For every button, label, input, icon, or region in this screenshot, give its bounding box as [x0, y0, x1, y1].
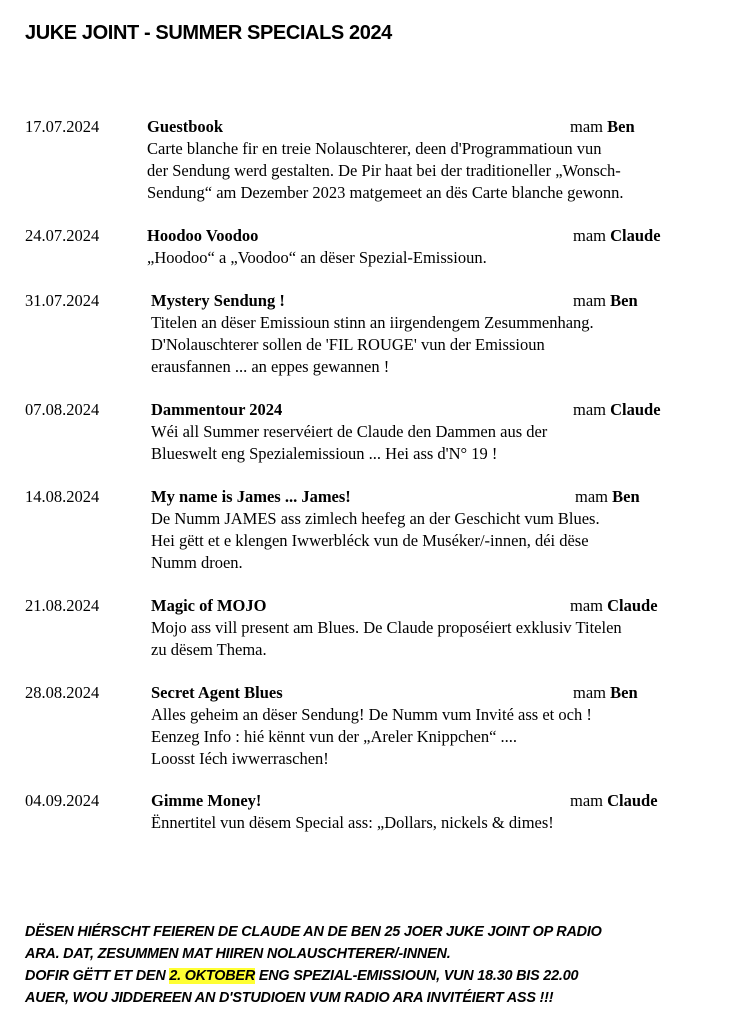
description-line: Wéi all Summer reservéiert de Claude den Dammen aus der	[151, 422, 548, 441]
entry-description	[151, 812, 721, 834]
host-prefix: mam	[575, 487, 608, 506]
entry-title: My name is James ... James!	[151, 487, 351, 506]
entry-date: 24.07.2024	[25, 226, 100, 245]
host-prefix: mam	[573, 226, 606, 245]
entry-host	[573, 225, 661, 247]
entry-date: 21.08.2024	[25, 596, 100, 615]
host-prefix: mam	[570, 596, 603, 615]
entry-description	[151, 421, 721, 465]
description-line: „Hoodoo“ a „Voodoo“ an dëser Spezial-Emissioun.	[147, 248, 487, 267]
entry-title: Guestbook	[147, 117, 224, 136]
entry-title: Dammentour 2024	[151, 400, 283, 419]
host-name: Claude	[610, 400, 661, 419]
announcement-text: ENG SPEZIAL-EMISSIOUN, VUN 18.30 BIS 22.00	[255, 968, 579, 984]
host-prefix: mam	[573, 683, 606, 702]
entry-description	[151, 312, 721, 378]
description-line: Mojo ass vill present am Blues. De Claude proposéiert exklusiv Titelen	[151, 618, 622, 637]
host-name: Ben	[607, 117, 635, 136]
entry-date: 31.07.2024	[25, 291, 100, 310]
description-line: Ënnertitel vun dësem Special ass: „Dollars, nickels & dimes!	[151, 813, 554, 832]
host-prefix: mam	[573, 291, 606, 310]
anniversary-announcement	[25, 921, 715, 1009]
host-prefix: mam	[570, 117, 603, 136]
entry-title: Hoodoo Voodoo	[147, 226, 259, 245]
announcement-line: AUER, WOU JIDDEREEN AN D'STUDIOEN VUM RADIO ARA INVITÉIERT ASS !!!	[25, 990, 554, 1006]
host-prefix: mam	[573, 400, 606, 419]
description-line: Loosst Iéch iwwerraschen!	[151, 749, 329, 768]
description-line: Sendung“ am Dezember 2023 matgemeet an dës Carte blanche gewonn.	[147, 183, 624, 202]
announcement-text: DOFIR GËTT ET DEN	[25, 968, 170, 984]
description-line: Titelen an dëser Emissioun stinn an iirgendengem Zesummenhang.	[151, 313, 594, 332]
entry-title: Mystery Sendung !	[151, 291, 285, 310]
entry-date: 04.09.2024	[25, 791, 100, 810]
description-line: der Sendung werd gestalten. De Pir haat bei der traditioneller „Wonsch-	[147, 161, 621, 180]
entry-description	[151, 617, 721, 661]
highlighted-date: 2. OKTOBER	[169, 968, 256, 984]
description-line: D'Nolauschterer sollen de 'FIL ROUGE' vun der Emissioun	[151, 335, 545, 354]
description-line: Eenzeg Info : hié kënnt vun der „Areler Knippchen“ ....	[151, 727, 518, 746]
description-line: Numm droen.	[151, 553, 243, 572]
announcement-line	[25, 965, 715, 987]
entry-host	[575, 486, 640, 508]
entry-title: Gimme Money!	[151, 791, 262, 810]
entry-host	[570, 595, 658, 617]
announcement-line: ARA. DAT, ZESUMMEN MAT HIIREN NOLAUSCHTERER/-INNEN.	[25, 946, 451, 962]
entry-description	[147, 138, 717, 204]
entry-date: 07.08.2024	[25, 400, 100, 419]
description-line: erausfannen ... an eppes gewannen !	[151, 357, 390, 376]
entry-date: 17.07.2024	[25, 117, 100, 136]
entry-description	[147, 247, 717, 269]
host-name: Ben	[610, 683, 638, 702]
entry-host	[573, 682, 638, 704]
announcement-line: DËSEN HIÉRSCHT FEIEREN DE CLAUDE AN DE BEN 25 JOER JUKE JOINT OP RADIO	[25, 924, 602, 940]
entry-title: Magic of MOJO	[151, 596, 267, 615]
host-prefix: mam	[570, 791, 603, 810]
entry-host	[570, 116, 635, 138]
host-name: Ben	[610, 291, 638, 310]
description-line: Alles geheim an dëser Sendung! De Numm vum Invité ass et och !	[151, 705, 592, 724]
entry-title: Secret Agent Blues	[151, 683, 283, 702]
entry-date: 28.08.2024	[25, 683, 100, 702]
host-name: Claude	[610, 226, 661, 245]
entry-date: 14.08.2024	[25, 487, 100, 506]
page-title: JUKE JOINT - SUMMER SPECIALS 2024	[25, 22, 392, 44]
entry-host	[570, 790, 658, 812]
description-line: De Numm JAMES ass zimlech heefeg an der Geschicht vum Blues.	[151, 509, 600, 528]
entry-host	[573, 399, 661, 421]
description-line: Hei gëtt et e klengen Iwwerbléck vun de Muséker/-innen, déi dëse	[151, 531, 589, 550]
entry-host	[573, 290, 638, 312]
entry-description	[151, 704, 721, 770]
host-name: Claude	[607, 791, 658, 810]
description-line: zu dësem Thema.	[151, 640, 267, 659]
description-line: Blueswelt eng Spezialemissioun ... Hei ass d'N° 19 !	[151, 444, 498, 463]
host-name: Ben	[612, 487, 640, 506]
entry-description	[151, 508, 721, 574]
host-name: Claude	[607, 596, 658, 615]
description-line: Carte blanche fir en treie Nolauschterer, deen d'Programmatioun vun	[147, 139, 602, 158]
